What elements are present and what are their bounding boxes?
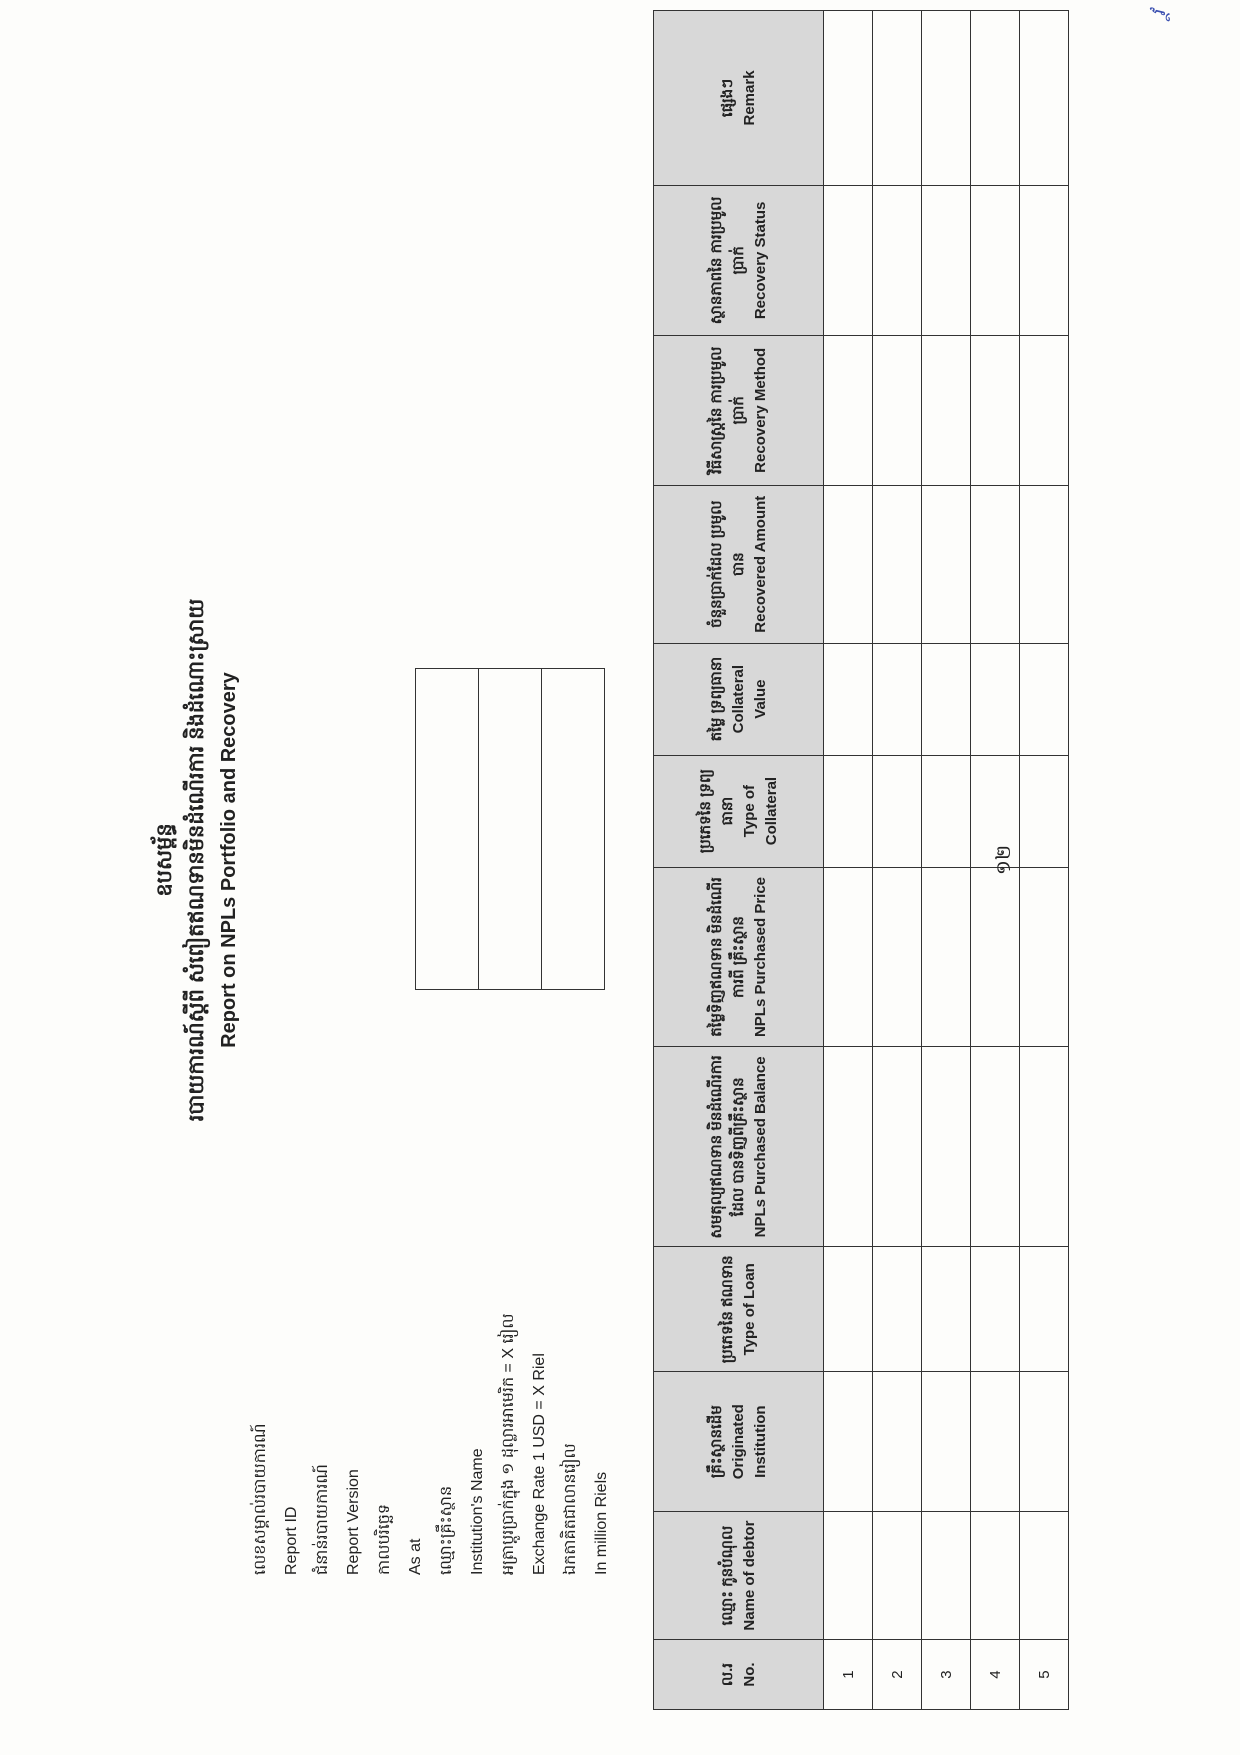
table-cell[interactable] [873, 485, 922, 643]
report-version-label-kh: ជំនាន់របាយការណ៍ [314, 1464, 331, 1575]
table-cell[interactable] [824, 1372, 873, 1512]
table-cell[interactable] [873, 1372, 922, 1512]
table-cell[interactable] [922, 335, 971, 485]
report-id-label: Report ID [283, 1506, 300, 1575]
title-block [150, 10, 244, 1710]
column-header-remark: ផ្សេងៗ Remark [654, 11, 824, 186]
institution-name-label: Institution's Name [469, 1448, 486, 1575]
column-header-loan-type: ប្រភេទនៃ ឥណទាន Type of Loan [654, 1247, 824, 1372]
row-number: 4 [971, 1640, 1020, 1710]
page-number: ១២ [993, 844, 1015, 876]
table-cell[interactable] [1020, 1512, 1069, 1640]
row-number: 3 [922, 1640, 971, 1710]
table-cell[interactable] [1020, 867, 1069, 1047]
table-cell[interactable] [922, 1512, 971, 1640]
table-row [1020, 11, 1069, 1710]
table-cell[interactable] [824, 1247, 873, 1372]
unit-label-kh: ឯកតាគិតជាលានរៀល [562, 1443, 579, 1575]
table-cell[interactable] [922, 867, 971, 1047]
table-row [873, 11, 922, 1710]
table-cell[interactable] [1020, 1372, 1069, 1512]
table-cell[interactable] [824, 485, 873, 643]
table-cell[interactable] [1020, 1247, 1069, 1372]
table-cell[interactable] [1020, 643, 1069, 755]
column-header-recovery-method: វិធីសាស្ត្រនៃ ការប្រមូលប្រាក់ Recovery Method [654, 335, 824, 485]
table-cell[interactable] [873, 867, 922, 1047]
table-cell[interactable] [824, 185, 873, 335]
table-cell[interactable] [824, 1512, 873, 1640]
table-cell[interactable] [922, 755, 971, 867]
report-version-field[interactable] [479, 669, 542, 990]
report-id-field[interactable] [416, 669, 479, 990]
table-cell[interactable] [873, 755, 922, 867]
metadata-entry-box [415, 668, 605, 990]
table-cell[interactable] [824, 867, 873, 1047]
table-cell[interactable] [873, 1247, 922, 1372]
report-title-english: Report on NPLs Portfolio and Recovery [218, 672, 240, 1048]
table-cell[interactable] [1020, 1047, 1069, 1247]
table-cell[interactable] [824, 755, 873, 867]
table-cell[interactable] [873, 1512, 922, 1640]
report-metadata [245, 1313, 617, 1575]
table-row [922, 11, 971, 1710]
table-cell[interactable] [824, 335, 873, 485]
table-row [824, 11, 873, 1710]
as-at-label: As at [407, 1538, 424, 1575]
row-number: 1 [824, 1640, 873, 1710]
as-at-label-kh: កាលបរិច្ឆេទ [376, 1503, 393, 1575]
table-cell[interactable] [922, 11, 971, 186]
table-cell[interactable] [922, 643, 971, 755]
exchange-rate-label-kh: អត្រាប្តូរប្រាក់ក្នុង ១ ដុល្លារអាមេរិក = X រៀល [500, 1313, 517, 1575]
column-header-no: ល.រ No. [654, 1640, 824, 1710]
institution-name-label-kh: ឈ្មោះគ្រឹះស្ថាន [438, 1485, 455, 1575]
table-cell[interactable] [922, 485, 971, 643]
table-header-row [654, 11, 824, 1710]
table-cell[interactable] [873, 11, 922, 186]
column-header-originated-institution: គ្រឹះស្ថានដើម Originated Institution [654, 1372, 824, 1512]
as-at-field[interactable] [542, 669, 605, 990]
table-cell[interactable] [873, 185, 922, 335]
report-title-khmer: របាយការណ៍ស្តីពី សំពៀតឥណទានមិនដំណើរការ និងដំណោះស្រាយ [185, 598, 208, 1122]
table-cell[interactable] [824, 643, 873, 755]
table-cell[interactable] [1020, 11, 1069, 186]
column-header-recovery-status: ស្ថានភាពនៃ ការប្រមូលប្រាក់ Recovery Status [654, 185, 824, 335]
column-header-recovered-amount: ចំនួនប្រាក់ដែល ប្រមូលបាន Recovered Amount [654, 485, 824, 643]
document-page [55, 10, 1210, 1710]
report-id-label-kh: លេខសម្គាល់របាយការណ៍ [252, 1423, 269, 1575]
handwritten-initials: វ្ថ [1148, 10, 1170, 17]
table-cell[interactable] [873, 1047, 922, 1247]
row-number: 2 [873, 1640, 922, 1710]
table-cell[interactable] [824, 11, 873, 186]
table-cell[interactable] [873, 335, 922, 485]
exchange-rate-label: Exchange Rate 1 USD = X Riel [531, 1353, 548, 1575]
table-cell[interactable] [824, 1047, 873, 1247]
table-cell[interactable] [922, 1247, 971, 1372]
row-number: 5 [1020, 1640, 1069, 1710]
column-header-collateral-value: តម្លៃ ទ្រព្យធានា Collateral Value [654, 643, 824, 755]
table-cell[interactable] [1020, 485, 1069, 643]
column-header-purchased-price: តម្លៃទិញឥណទាន មិនដំណើរការពី គ្រឹះស្ថាន NPLs Purchased Price [654, 867, 824, 1047]
table-cell[interactable] [1020, 185, 1069, 335]
report-version-label: Report Version [345, 1469, 362, 1575]
table-cell[interactable] [1020, 755, 1069, 867]
table-cell[interactable] [922, 185, 971, 335]
unit-label: In million Riels [593, 1471, 610, 1575]
column-header-debtor-name: ឈ្មោះ កូនបំណុល Name of debtor [654, 1512, 824, 1640]
table-cell[interactable] [873, 643, 922, 755]
table-cell[interactable] [1020, 335, 1069, 485]
column-header-purchased-balance: សមតុល្យឥណទាន មិនដំណើរការដែល បានទិញពីគ្រឹះស្ថាន NPLs Purchased Balance [654, 1047, 824, 1247]
table-cell[interactable] [922, 1372, 971, 1512]
column-header-collateral-type: ប្រភេទនៃ ទ្រព្យធានា Type of Collateral [654, 755, 824, 867]
table-cell[interactable] [922, 1047, 971, 1247]
annex-label: ឧបសម្ព័ន្ធ [153, 823, 176, 897]
